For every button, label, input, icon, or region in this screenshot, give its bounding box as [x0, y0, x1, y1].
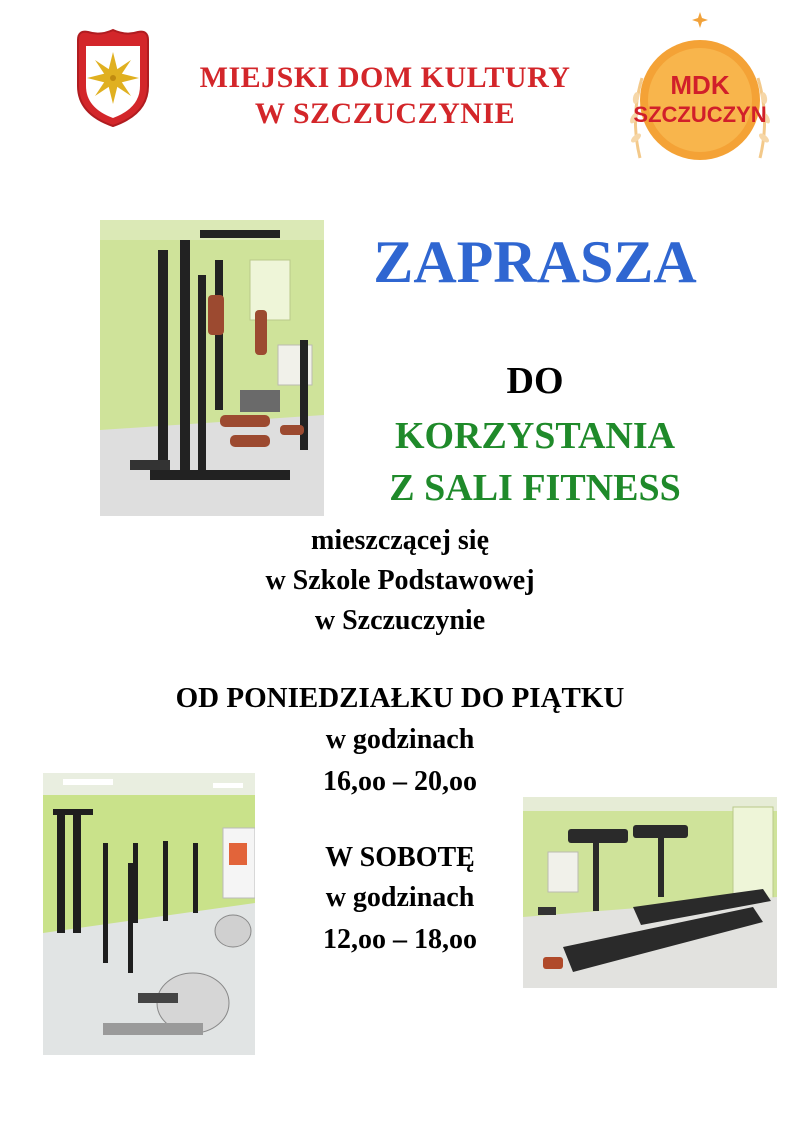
purpose-line-1: KORZYSTANIA — [394, 415, 676, 457]
organization-name — [160, 60, 610, 132]
saturday-hours: 12,oo – 18,oo — [323, 924, 477, 955]
mdk-logo-text-1: MDK — [670, 70, 730, 100]
location-line-2: w Szkole Podstawowej — [265, 565, 535, 596]
gym-machine-photo — [100, 220, 324, 516]
org-name-line-2: W SZCZUCZYNIE — [254, 97, 516, 130]
weekday-hours: 16,oo – 20,oo — [323, 766, 477, 797]
purpose-line-2: Z SALI FITNESS — [389, 467, 681, 509]
to-word: DO — [506, 360, 564, 402]
town-crest-icon — [70, 26, 156, 130]
saturday-heading: W SOBOTĘ — [325, 842, 475, 873]
mdk-logo-text-2: SZCZUCZYN — [633, 102, 767, 127]
weekday-hours-label: w godzinach — [325, 724, 475, 755]
invite-heading: ZAPRASZA — [373, 229, 697, 295]
org-name-line-1: MIEJSKI DOM KULTURY — [199, 61, 571, 94]
mdk-logo-icon — [620, 8, 780, 176]
saturday-hours-label: w godzinach — [325, 882, 475, 913]
location-line-3: w Szczuczynie — [314, 605, 486, 636]
treadmills-photo — [523, 797, 777, 988]
location-line-1: mieszczącej się — [311, 525, 489, 556]
weekdays-heading: OD PONIEDZIAŁKU DO PIĄTKU — [175, 682, 625, 714]
elliptical-trainers-photo — [43, 773, 255, 1055]
